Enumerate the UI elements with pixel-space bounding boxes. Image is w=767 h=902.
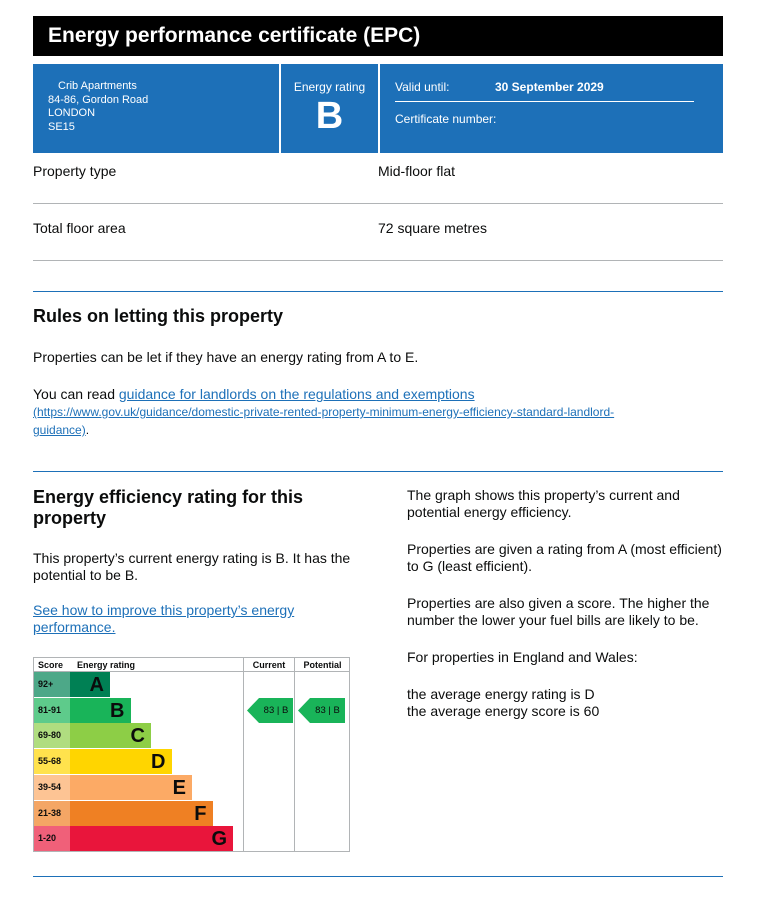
page-title: Energy performance certificate (EPC) [33,16,723,56]
band-score-e: 39-54 [34,775,70,800]
address-line: SE15 [48,120,75,133]
energy-rating-value: B [315,95,344,137]
valid-until-label: Valid until: [395,80,450,94]
explanation-p5 [407,686,727,720]
property-type-value: Mid-floor flat [378,163,456,179]
chart-header-potential: Potential [303,660,342,670]
valid-until-row [395,80,694,102]
address-box [33,64,279,153]
band-bar-g: G [70,826,233,851]
guidance-suffix: . [85,423,90,437]
band-score-g: 1-20 [34,826,70,851]
efficiency-heading [33,487,353,529]
explanation-p4: For properties in England and Wales: [407,649,638,665]
section-divider [33,876,723,877]
band-score-b: 81-91 [34,698,70,723]
potential-rating-arrow [298,698,345,723]
band-bar-a: A [70,672,110,697]
efficiency-heading-line2: property [33,508,107,528]
explanation-p2: Properties are given a rating from A (most efficient) to G (least efficient). [407,541,722,574]
improve-link-wrap [33,602,333,636]
explanation-column [407,487,727,720]
summary-panel [33,64,723,153]
property-type-row [33,147,723,204]
average-score-text: the average energy score is 60 [407,703,600,719]
address-line: 84-86, Gordon Road [48,93,149,106]
chart-header-rating: Energy rating [77,660,136,670]
band-score-a: 92+ [34,672,70,697]
property-type-label: Property type [33,163,117,179]
energy-rating-box [281,64,378,153]
band-bar-d: D [70,749,172,774]
section-divider [33,291,723,292]
address-line: LONDON [48,107,96,119]
improve-energy-link[interactable]: See how to improve this property’s energy performance. [33,602,295,635]
chart-header-current: Current [252,660,286,670]
efficiency-paragraph: This property’s current energy rating is B. It has the potential to be B. [33,550,351,583]
floor-area-label: Total floor area [33,220,126,236]
guidance-prefix: You can read [33,386,119,402]
chart-column-divider [243,658,244,851]
guidance-url-line1[interactable]: (https://www.gov.uk/guidance/domestic-private-rented-property-minimum-energy-efficiency-standard-landlord- [33,405,615,419]
energy-rating-chart [33,657,350,852]
band-score-f: 21-38 [34,801,70,826]
guidance-link[interactable]: guidance for landlords on the regulations and exemptions [118,386,475,402]
average-rating-text: the average energy rating is D [407,686,595,702]
band-bar-b: B [70,698,131,723]
chart-header-score: Score [38,660,64,670]
band-score-d: 55-68 [34,749,70,774]
band-bar-c: C [70,723,151,748]
letting-guidance-paragraph [33,386,723,439]
section-divider [33,471,723,472]
valid-until-value: 30 September 2029 [495,80,604,94]
letting-paragraph: Properties can be let if they have an energy rating from A to E. [33,349,419,365]
energy-rating-label: Energy rating [293,80,366,94]
current-rating-arrow-label: 83 | B [263,704,289,716]
floor-area-row [33,204,723,261]
explanation-p3: Properties are also given a score. The higher the number the lower your fuel bills are likely to be. [407,595,710,628]
floor-area-value: 72 square metres [378,220,487,236]
efficiency-heading-line1: Energy efficiency rating for this [33,487,304,507]
band-bar-e: E [70,775,192,800]
potential-rating-arrow-label: 83 | B [315,704,340,716]
band-score-c: 69-80 [34,723,70,748]
explanation-p1: The graph shows this property’s current and potential energy efficiency. [407,487,680,520]
address-line: Crib Apartments [58,80,137,92]
validity-box [380,64,723,153]
letting-heading: Rules on letting this property [33,306,284,326]
certificate-number-label: Certificate number: [395,112,497,126]
band-bar-f: F [70,801,213,826]
guidance-url-line2[interactable]: guidance) [33,423,86,437]
current-rating-arrow [247,698,293,723]
chart-column-divider [294,658,295,851]
